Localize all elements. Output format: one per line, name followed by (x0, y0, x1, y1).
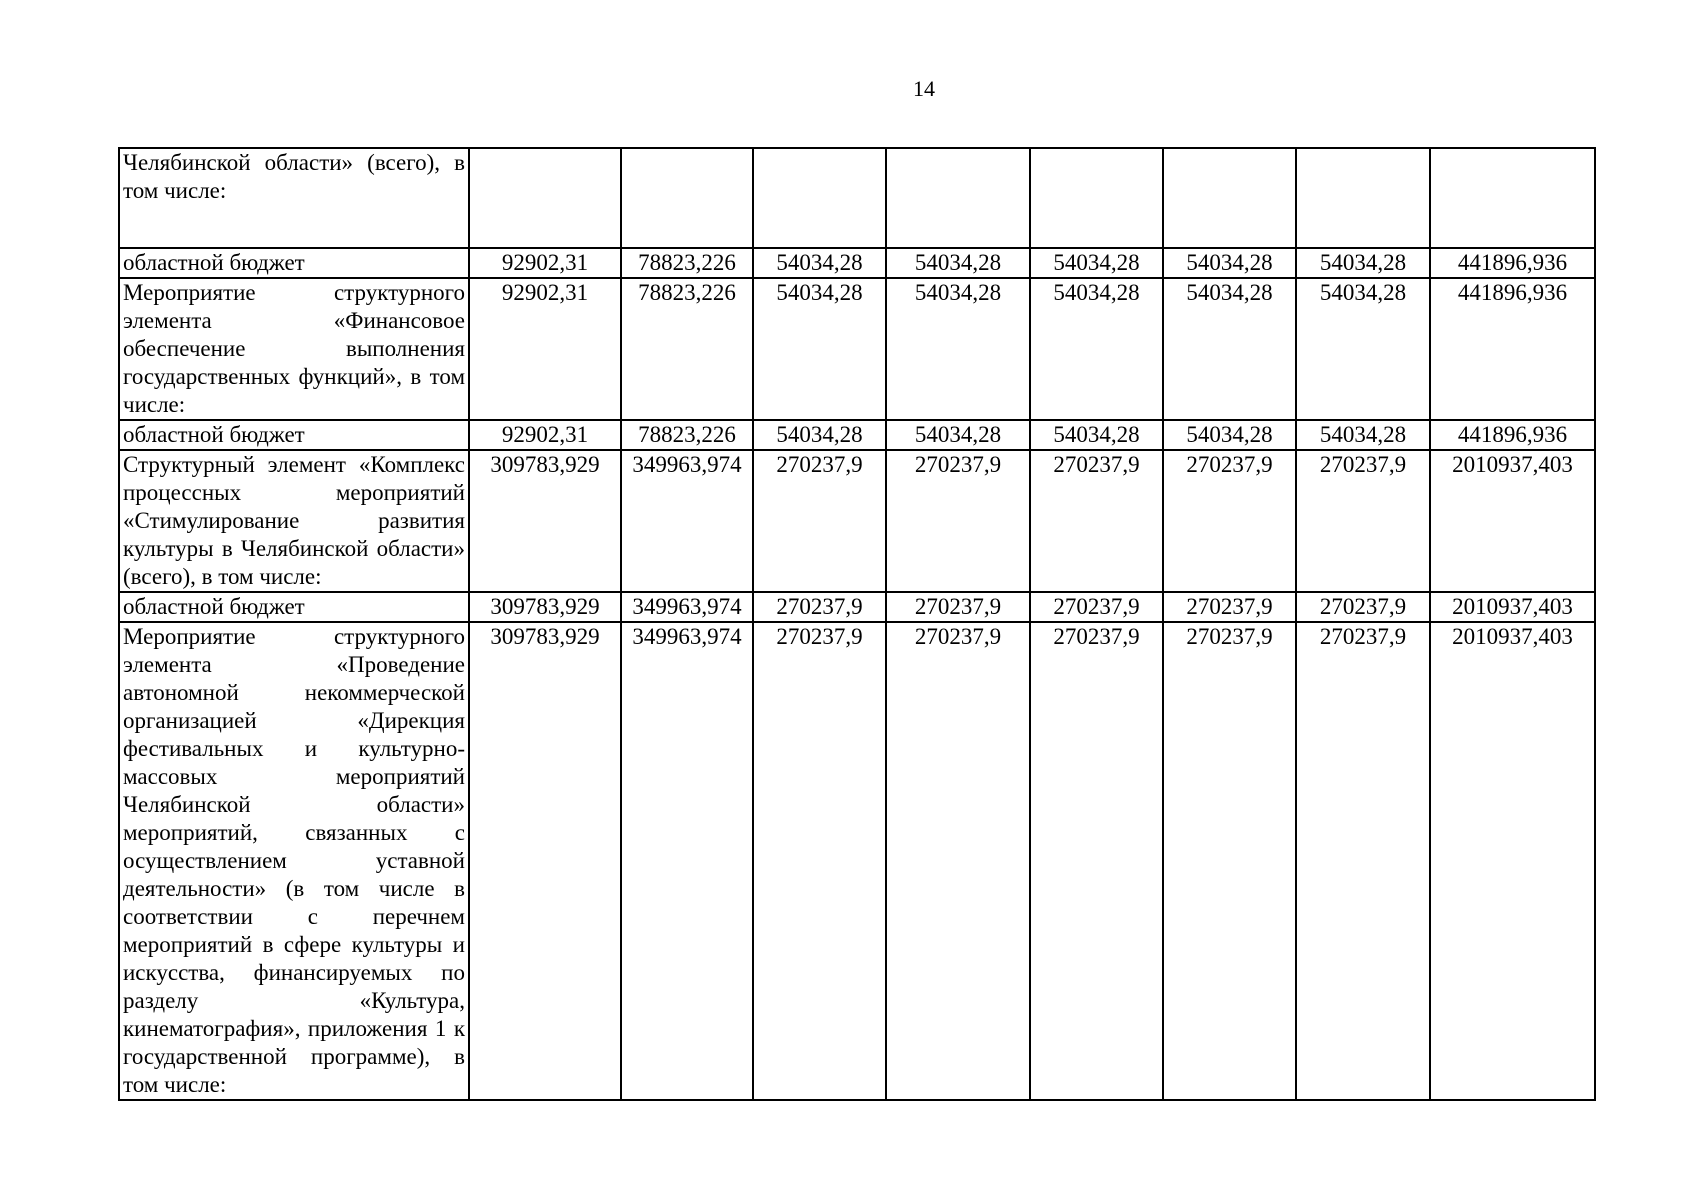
value-cell: 270237,9 (1296, 622, 1430, 1100)
value-cell (886, 148, 1030, 248)
value-cell: 349963,974 (621, 450, 753, 592)
value-cell: 441896,936 (1430, 420, 1595, 450)
value-cell: 270237,9 (886, 592, 1030, 622)
value-cell: 270237,9 (886, 622, 1030, 1100)
table-body (119, 148, 1595, 1100)
value-cell: 270237,9 (1163, 622, 1296, 1100)
value-cell: 270237,9 (753, 622, 886, 1100)
budget-table (118, 147, 1596, 1101)
value-cell: 54034,28 (1030, 248, 1163, 278)
value-cell: 309783,929 (469, 450, 621, 592)
value-cell: 270237,9 (1296, 592, 1430, 622)
value-cell: 54034,28 (886, 420, 1030, 450)
table-row (119, 278, 1595, 420)
value-cell (1163, 148, 1296, 248)
value-cell: 441896,936 (1430, 248, 1595, 278)
value-cell: 270237,9 (1030, 622, 1163, 1100)
table-row (119, 248, 1595, 278)
value-cell: 54034,28 (1030, 278, 1163, 420)
value-cell: 54034,28 (1163, 420, 1296, 450)
value-cell (1296, 148, 1430, 248)
value-cell: 54034,28 (753, 248, 886, 278)
value-cell: 92902,31 (469, 420, 621, 450)
value-cell: 54034,28 (1163, 278, 1296, 420)
value-cell: 54034,28 (886, 248, 1030, 278)
value-cell: 54034,28 (1296, 278, 1430, 420)
table-row (119, 420, 1595, 450)
value-cell: 54034,28 (1296, 248, 1430, 278)
table-row (119, 592, 1595, 622)
table-row (119, 148, 1595, 248)
value-cell: 2010937,403 (1430, 622, 1595, 1100)
value-cell: 309783,929 (469, 592, 621, 622)
value-cell: 54034,28 (1163, 248, 1296, 278)
value-cell: 270237,9 (1296, 450, 1430, 592)
value-cell: 270237,9 (1030, 450, 1163, 592)
value-cell (469, 148, 621, 248)
value-cell: 78823,226 (621, 248, 753, 278)
row-label: Мероприятие структурного элемента «Финансовое обеспечение выполнения государственных функций», в том числе: (119, 278, 469, 420)
row-label: Структурный элемент «Комплекс процессных мероприятий «Стимулирование развития культуры в Челябинской области» (всего), в том числе: (119, 450, 469, 592)
value-cell: 270237,9 (753, 450, 886, 592)
page-number: 14 (913, 76, 935, 101)
row-label: Мероприятие структурного элемента «Проведение автономной некоммерческой организацией «Дирекция фестивальных и культурно-массовых мероприятий Челябинской области» мероприятий, связанных с осуществлением уставной деятельности» (в том числе в соответствии с перечнем мероприятий в сфере культуры и искусства, финансируемых по разделу «Культура, кинематография», приложения 1 к государственной программе), в том числе: (119, 622, 469, 1100)
value-cell: 78823,226 (621, 278, 753, 420)
row-label: областной бюджет (119, 420, 469, 450)
value-cell: 270237,9 (1030, 592, 1163, 622)
table-row (119, 450, 1595, 592)
value-cell (1430, 148, 1595, 248)
value-cell: 92902,31 (469, 278, 621, 420)
value-cell: 441896,936 (1430, 278, 1595, 420)
value-cell (753, 148, 886, 248)
row-label: областной бюджет (119, 592, 469, 622)
value-cell (1030, 148, 1163, 248)
value-cell: 54034,28 (1296, 420, 1430, 450)
value-cell: 2010937,403 (1430, 450, 1595, 592)
value-cell: 78823,226 (621, 420, 753, 450)
value-cell: 92902,31 (469, 248, 621, 278)
value-cell: 54034,28 (753, 420, 886, 450)
value-cell: 270237,9 (886, 450, 1030, 592)
value-cell: 2010937,403 (1430, 592, 1595, 622)
row-label: областной бюджет (119, 248, 469, 278)
table-row (119, 622, 1595, 1100)
value-cell: 54034,28 (753, 278, 886, 420)
value-cell: 270237,9 (1163, 450, 1296, 592)
value-cell: 270237,9 (1163, 592, 1296, 622)
row-label: Челябинской области» (всего), в том числе: (119, 148, 469, 248)
value-cell: 54034,28 (1030, 420, 1163, 450)
value-cell (621, 148, 753, 248)
value-cell: 349963,974 (621, 622, 753, 1100)
value-cell: 270237,9 (753, 592, 886, 622)
value-cell: 349963,974 (621, 592, 753, 622)
value-cell: 309783,929 (469, 622, 621, 1100)
value-cell: 54034,28 (886, 278, 1030, 420)
